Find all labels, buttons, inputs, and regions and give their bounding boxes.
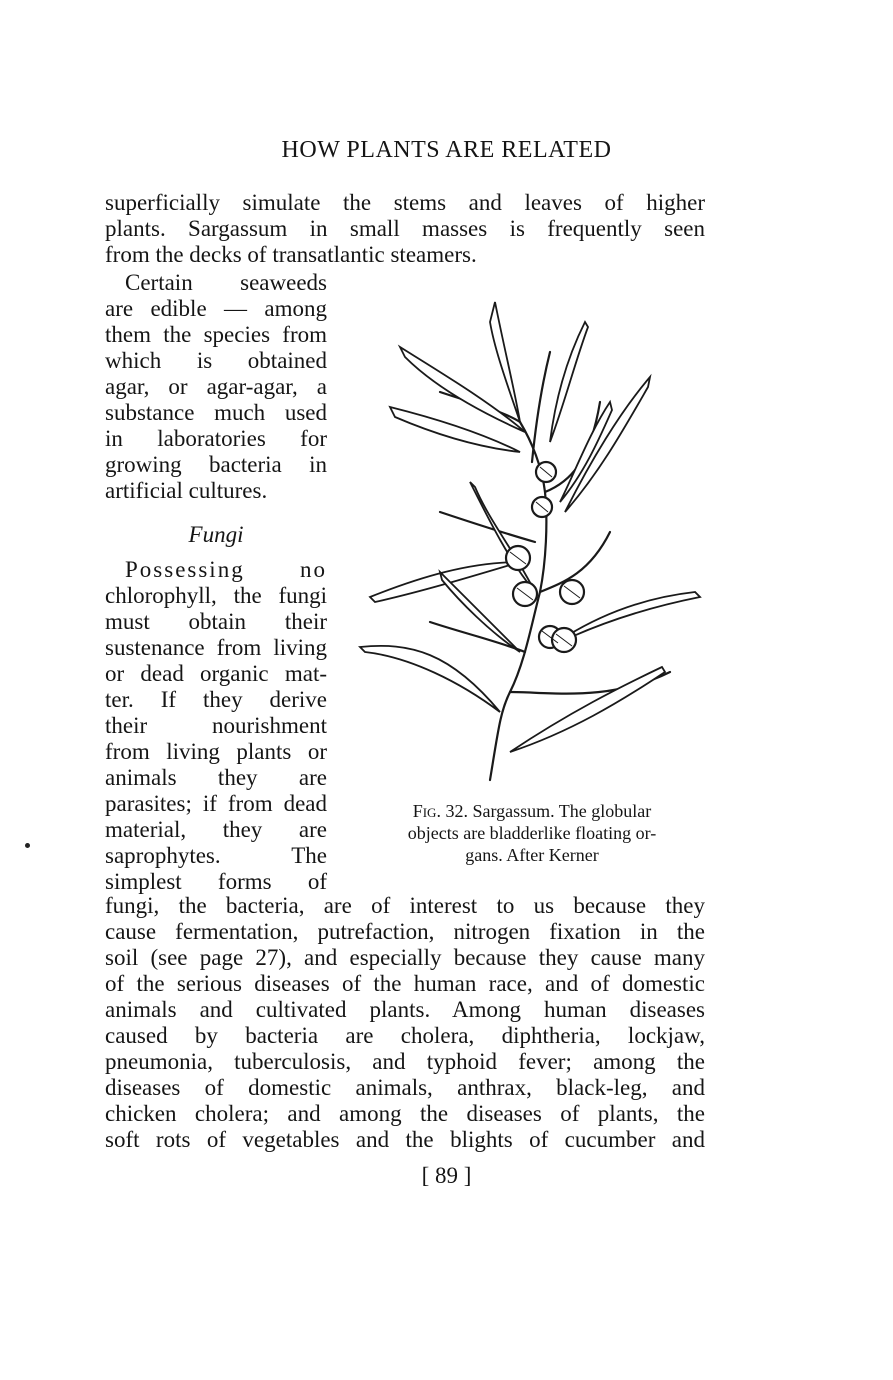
- fungi-line: their nourishment: [105, 713, 327, 738]
- seaweed-line: in laboratories for: [105, 426, 327, 451]
- fungi-line: simplest forms of: [105, 869, 327, 894]
- fungi-line: Possessing no: [125, 557, 327, 582]
- figure-caption-line: [352, 800, 712, 822]
- body-line: soil (see page 27), and especially because they cause many: [105, 945, 705, 970]
- body-line: of the serious diseases of the human race, and of domestic: [105, 971, 705, 996]
- section-heading: Fungi: [188, 522, 244, 547]
- seaweed-line: are edible — among: [105, 296, 327, 321]
- fungi-line: chlorophyll, the fungi: [105, 583, 327, 608]
- body-line: fungi, the bacteria, are of interest to us because they: [105, 893, 705, 918]
- seaweed-line: agar, or agar-agar, a: [105, 374, 327, 399]
- fungi-line: saprophytes. The: [105, 843, 327, 868]
- body-line: soft rots of vegetables and the blights of cucumber and: [105, 1127, 705, 1152]
- figure-caption-line: gans. After Kerner: [465, 845, 599, 865]
- figure-label: Fig. 32.: [412, 801, 468, 821]
- figure-caption-text: Sargassum. The globular: [472, 801, 652, 821]
- seaweed-line: artificial cultures.: [105, 478, 268, 503]
- running-head: HOW PLANTS ARE RELATED: [281, 137, 612, 163]
- margin-speck: [25, 843, 30, 848]
- seaweed-line: Certain seaweeds: [125, 270, 327, 295]
- body-line: animals and cultivated plants. Among human diseases: [105, 997, 705, 1022]
- fungi-line: animals they are: [105, 765, 327, 790]
- fungi-line: must obtain their: [105, 609, 327, 634]
- seaweed-line: growing bacteria in: [105, 452, 327, 477]
- fungi-line: parasites; if from dead: [105, 791, 327, 816]
- body-line: pneumonia, tuberculosis, and typhoid fever; among the: [105, 1049, 705, 1074]
- sargassum-illustration: [350, 292, 710, 792]
- fungi-line: from living plants or: [105, 739, 327, 764]
- body-line: caused by bacteria are cholera, diphtheria, lockjaw,: [105, 1023, 705, 1048]
- seaweed-line: which is obtained: [105, 348, 327, 373]
- body-line: diseases of domestic animals, anthrax, black-leg, and: [105, 1075, 705, 1100]
- fungi-line: ter. If they derive: [105, 687, 327, 712]
- page-number: [ 89 ]: [421, 1163, 472, 1188]
- seaweed-line: substance much used: [105, 400, 327, 425]
- body-line: chicken cholera; and among the diseases of plants, the: [105, 1101, 705, 1126]
- fungi-line: or dead organic mat-: [105, 661, 327, 686]
- intro-line: plants. Sargassum in small masses is frequently seen: [105, 216, 705, 241]
- seaweed-line: them the species from: [105, 322, 327, 347]
- intro-line: superficially simulate the stems and leaves of higher: [105, 190, 705, 215]
- body-line: cause fermentation, putrefaction, nitrogen fixation in the: [105, 919, 705, 944]
- fungi-line: sustenance from living: [105, 635, 327, 660]
- figure-caption-line: objects are bladderlike floating or-: [407, 823, 657, 843]
- fungi-line: material, they are: [105, 817, 327, 842]
- intro-line: from the decks of transatlantic steamers.: [105, 242, 477, 267]
